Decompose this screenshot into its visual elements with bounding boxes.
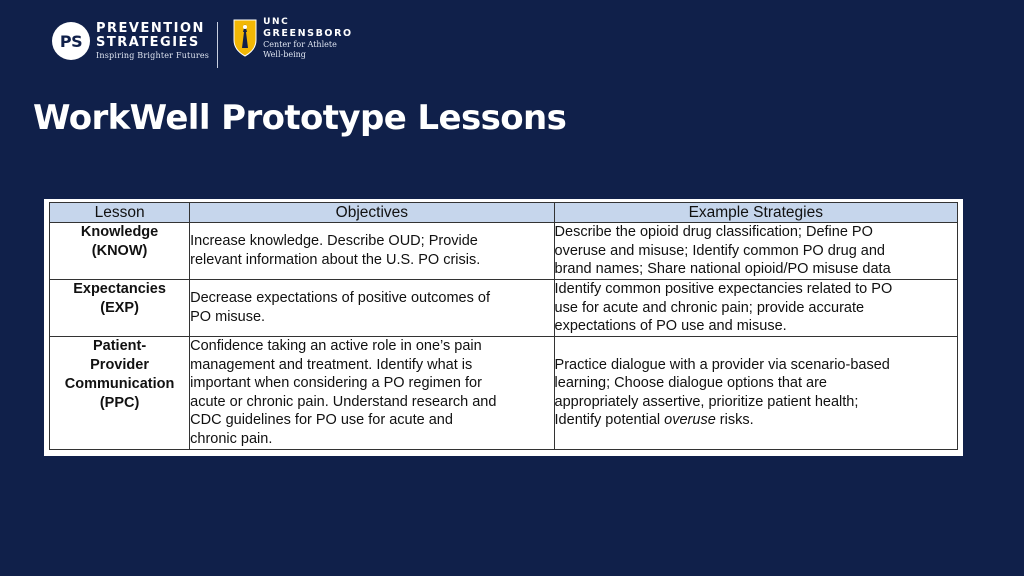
objective-line: management and treatment. Identify what is (190, 356, 473, 373)
strategy-cell (554, 280, 957, 337)
prevention-strategies-logo (52, 22, 209, 60)
objective-line: Confidence taking an active role in one’s pain (190, 338, 482, 354)
objective-line: CDC guidelines for PO use for acute and (190, 412, 453, 429)
lessons-table (49, 202, 958, 450)
lesson-cell (50, 337, 190, 450)
ps-monogram-icon: PS (52, 22, 90, 60)
lesson-line: Knowledge (80, 224, 159, 240)
objective-line: relevant information about the U.S. PO crisis. (190, 252, 481, 268)
strategy-line: learning; Choose dialogue options that are (554, 375, 828, 392)
uncg-logo-text (263, 18, 353, 59)
objective-cell (190, 280, 554, 337)
objective-line: Increase knowledge. Describe OUD; Provide (190, 233, 478, 250)
ps-logo-tagline: Inspiring Brighter Futures (96, 51, 210, 60)
header-logos (52, 18, 353, 70)
objective-cell (190, 223, 554, 280)
uncg-logo-sub2: Well-being (263, 49, 306, 59)
strategy-line-suffix: risks. (715, 412, 754, 429)
logo-divider (217, 22, 218, 68)
strategy-line: brand names; Share national opioid/PO misuse data (554, 261, 891, 278)
strategy-line: use for acute and chronic pain; provide accurate (554, 299, 865, 316)
header-objectives: Objectives (190, 203, 554, 223)
strategy-line: expectations of PO use and misuse. (554, 318, 787, 335)
objective-line: PO misuse. (190, 309, 266, 325)
lesson-line: (PPC) (99, 395, 140, 411)
strategy-line: Identify common positive expectancies related to PO (554, 281, 893, 297)
strategy-emphasis: overuse (664, 412, 716, 429)
uncg-logo-line1: UNC (263, 17, 290, 27)
objective-line: important when considering a PO regimen for (190, 375, 482, 392)
table-row (50, 337, 958, 450)
strategy-line (555, 411, 957, 430)
table-row (50, 280, 958, 337)
strategy-cell (554, 337, 957, 450)
lesson-line: Expectancies (73, 281, 166, 297)
lesson-cell (50, 280, 190, 337)
strategy-cell (554, 223, 957, 280)
strategy-line: Describe the opioid drug classification; Define PO (554, 224, 873, 240)
uncg-logo-sub1: Center for Athlete (263, 39, 337, 49)
lesson-line: Provider (90, 357, 149, 373)
ps-logo-text (96, 22, 209, 60)
uncg-logo (232, 18, 353, 59)
objective-line: chronic pain. (190, 430, 273, 447)
lesson-line: (KNOW) (91, 243, 148, 259)
objective-line: Decrease expectations of positive outcomes of (190, 290, 490, 307)
objective-cell (190, 337, 554, 450)
ps-logo-line2: STRATEGIES (96, 35, 200, 50)
uncg-logo-line2: GREENSBORO (263, 28, 353, 39)
uncg-shield-icon (232, 18, 258, 58)
table-row (50, 223, 958, 280)
lesson-line: Communication (64, 376, 175, 392)
lesson-line: Patient- (92, 338, 147, 354)
strategy-line: Practice dialogue with a provider via scenario-based (554, 356, 890, 373)
header-lesson: Lesson (50, 203, 190, 223)
header-strategies: Example Strategies (554, 203, 957, 223)
ps-logo-line1: PREVENTION (96, 21, 205, 36)
strategy-line: appropriately assertive, prioritize patient health; (554, 393, 859, 410)
strategy-line-prefix: Identify potential (554, 412, 665, 429)
lesson-cell (50, 223, 190, 280)
page-title: WorkWell Prototype Lessons (33, 98, 567, 138)
strategy-line: overuse and misuse; Identify common PO drug and (554, 242, 885, 259)
objective-line: acute or chronic pain. Understand research and (190, 393, 497, 410)
table-header-row (50, 203, 958, 223)
lessons-table-panel (44, 199, 963, 456)
lesson-line: (EXP) (100, 300, 139, 316)
